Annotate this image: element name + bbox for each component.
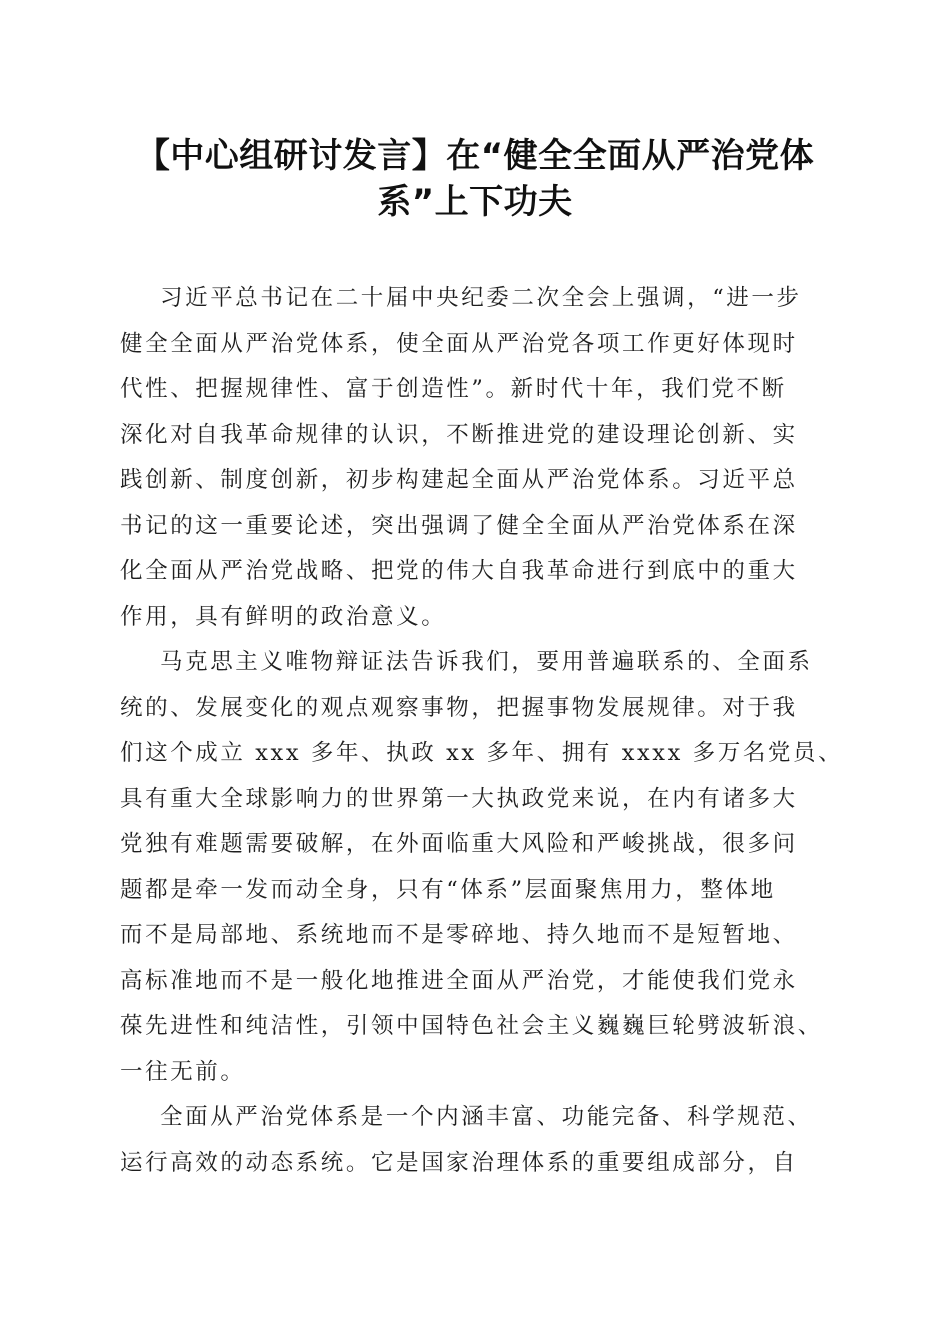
text-line: 而不是局部地、系统地而不是零碎地、持久地而不是短暂地、 [120, 922, 798, 948]
text-line: 马克思主义唯物辩证法告诉我们，要用普遍联系的、全面系 [160, 649, 813, 675]
text-line: 们这个成立 xxx 多年、执政 xx 多年、拥有 xxxx 多万名党员、 [120, 740, 844, 766]
text-line: 葆先进性和纯洁性，引领中国特色社会主义巍巍巨轮劈波斩浪、 [120, 1013, 823, 1039]
text-line: 高标准地而不是一般化地推进全面从严治党，才能使我们党永 [120, 967, 798, 994]
paragraph-1 [120, 276, 840, 640]
title-line-2: 系”上下功夫 [377, 182, 573, 222]
text-line: 代性、把握规律性、富于创造性”。新时代十年，我们党不断 [120, 376, 787, 402]
text-line: 健全全面从严治党体系，使全面从严治党各项工作更好体现时 [120, 330, 798, 357]
title-line-1: 【中心组研讨发言】在“健全全面从严治党体 [135, 136, 815, 176]
text-line: 践创新、制度创新，初步构建起全面从严治党体系。习近平总 [120, 467, 798, 493]
text-line: 题都是牵一发而动全身，只有“体系”层面聚焦用力，整体地 [120, 876, 776, 903]
text-line: 统的、发展变化的观点观察事物，把握事物发展规律。对于我 [120, 694, 798, 721]
document-body [120, 276, 844, 1186]
text-line: 全面从严治党体系是一个内涵丰富、功能完备、科学规范、 [160, 1104, 813, 1130]
text-line: 深化对自我革命规律的认识，不断推进党的建设理论创新、实 [120, 421, 798, 448]
text-line: 习近平总书记在二十届中央纪委二次全会上强调，“进一步 [160, 285, 802, 311]
text-line: 运行高效的动态系统。它是国家治理体系的重要组成部分，自 [120, 1149, 798, 1176]
text-line: 具有重大全球影响力的世界第一大执政党来说，在内有诸多大 [120, 785, 798, 812]
text-line: 作用，具有鲜明的政治意义。 [120, 603, 447, 630]
text-line: 化全面从严治党战略、把党的伟大自我革命进行到底中的重大 [120, 558, 798, 584]
paragraph-2 [120, 640, 844, 1095]
text-line: 党独有难题需要破解，在外面临重大风险和严峻挑战，很多问 [120, 831, 798, 857]
text-line: 一往无前。 [120, 1058, 246, 1085]
paragraph-3 [120, 1095, 840, 1186]
text-line: 书记的这一重要论述，突出强调了健全全面从严治党体系在深 [120, 512, 798, 539]
document-title [100, 133, 850, 225]
